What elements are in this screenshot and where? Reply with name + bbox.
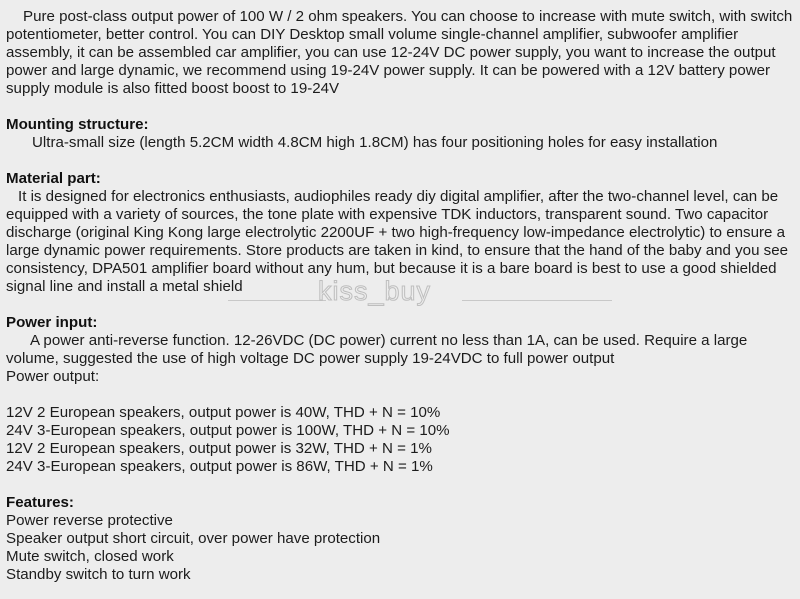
material-text: It is designed for electronics enthusiasts, audiophiles ready diy digital amplifier, after the two-channel level, can be equipped with a variety of sources, the tone plate with expensive TDK inductors, transparent sound. Two capacitor discharge (original King Kong large electrolytic 2200UF + two high-frequency low-impedance electrolytic) to ensure a large dynamic power requirements. Store products are taken in kind, to ensure that the hand of the baby and you see consistency, DPA501 amplifier board without any hum, but because it is a bare board is best to use a good shielded signal line and install a metal shield bbox=[6, 188, 793, 295]
power-output-line: 12V 2 European speakers, output power is 32W, THD + N = 1% bbox=[6, 440, 432, 457]
feature-item: Power reverse protective bbox=[6, 512, 173, 529]
spacer bbox=[6, 98, 796, 116]
power-input-heading: Power input: bbox=[6, 314, 98, 331]
spacer bbox=[6, 386, 796, 404]
power-output-line: 12V 2 European speakers, output power is 40W, THD + N = 10% bbox=[6, 404, 441, 421]
power-output-line: 24V 3-European speakers, output power is 86W, THD + N = 1% bbox=[6, 458, 433, 475]
watermark-rule-left bbox=[228, 300, 326, 301]
spacer bbox=[6, 152, 796, 170]
watermark-rule-right bbox=[462, 300, 612, 301]
mounting-text: Ultra-small size (length 5.2CM width 4.8CM high 1.8CM) has four positioning holes for easy installation bbox=[32, 134, 718, 151]
power-input-text: A power anti-reverse function. 12-26VDC (DC power) current no less than 1A, can be used. Require a large volume, suggested the use of high voltage DC power supply 19-24VDC to full power output bbox=[6, 332, 752, 367]
product-description bbox=[6, 8, 796, 584]
material-heading: Material part: bbox=[6, 170, 101, 187]
mounting-heading: Mounting structure: bbox=[6, 116, 149, 133]
watermark-text: kiss_buy bbox=[318, 276, 432, 306]
spacer bbox=[6, 476, 796, 494]
power-output-line: 24V 3-European speakers, output power is 100W, THD + N = 10% bbox=[6, 422, 450, 439]
power-output-label: Power output: bbox=[6, 368, 100, 385]
features-heading: Features: bbox=[6, 494, 74, 511]
feature-item: Speaker output short circuit, over power have protection bbox=[6, 530, 381, 547]
intro-paragraph: Pure post-class output power of 100 W / 2 ohm speakers. You can choose to increase with mute switch, with switch potentiometer, better control. You can DIY Desktop small volume single-channel amplifier, subwoofer amplifier assembly, it can be assembled car amplifier, you can use 12-24V DC power supply, you want to increase the output power and large dynamic, we recommend using 19-24V power supply. It can be powered with a 12V battery power supply module is also fitted boost boost to 19-24V bbox=[6, 8, 797, 97]
spacer bbox=[6, 296, 796, 314]
feature-item: Mute switch, closed work bbox=[6, 548, 174, 565]
feature-item: Standby switch to turn work bbox=[6, 566, 191, 583]
